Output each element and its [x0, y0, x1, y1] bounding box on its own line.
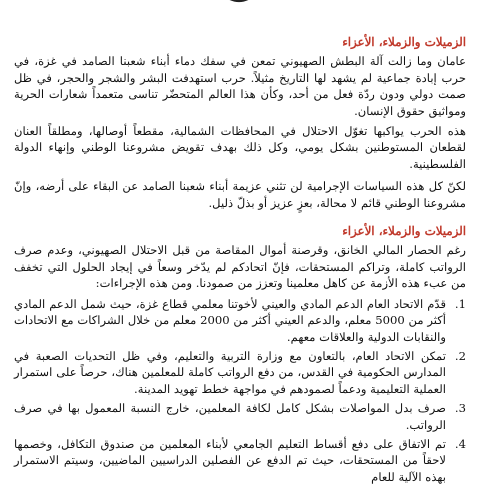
list-item-number: 1. — [454, 296, 466, 311]
section-spacer — [14, 215, 466, 223]
paragraph-1: عامان وما زالت آلة البطش الصهيوني تمعن في سفك دماء أبناء شعبنا الصامد في غزة، في حرب إبادة جماعية لم يشهد لها التاريخ مثيلاً. حرب استهدفت البشر والشجر والحجر، في ظل صمت دولي ودون ردّة فعل من أحد، وكأن هذا العالم المتحضّر تناسى متعمداً شعارات الحرية ومواثيق حقوق الإنسان. — [14, 54, 466, 118]
section-heading-2: الزميلات والزملاء، الأعزاء — [342, 224, 466, 239]
list-item-text: تم الاتفاق على دفع أقساط التعليم الجامعي لأبناء المعلمين من صندوق التكافل، وخصمها لاحقاً من المستحقات، حيث تم الدفع عن الفصلين الدراسيين الماضيين، وسيتم الاستمرار بهذه الآلية للعام — [14, 436, 446, 484]
paragraph-intro: رغم الحصار المالي الخانق، وقرصنة أموال المقاصة من قبل الاحتلال الصهيوني، وعدم صرف الرواتب كاملة، وتراكم المستحقات، فإنّ اتحادكم لم يدّخر وسعاً في إيجاد الحلول التي تخفف من عبء هذه الأزمة عن كاهل معلمينا وتعزز من صمودنا. ومن هذه الإجراءات: — [14, 243, 466, 291]
emblem-icon — [204, 0, 274, 10]
paragraph-3: لكنّ كل هذه السياسات الإجرامية لن تثني عزيمة أبناء شعبنا الصامد عن البقاء على أرضه، وإنّ مشروعنا الوطني قائم لا محالة، بعزٍ عزيز أو بذلّ ذليل. — [14, 179, 466, 210]
list-item — [14, 348, 466, 397]
list-item — [14, 436, 466, 485]
list-item-text: تمكن الاتحاد العام، بالتعاون مع وزارة التربية والتعليم، وفي ظل التحديات الصعبة في المدارس الحكومية في القدس، من دفع الرواتب كاملة للمعلمين هناك، حرصاً على استمرار العملية التعليمية ودعماً لصمودهم في مواجهة خطط تهويد المدينة. — [14, 348, 446, 396]
header-logo-area — [0, 0, 482, 18]
list-item-text: قدّم الاتحاد العام الدعم المادي والعيني لأخوتنا معلمي قطاع غزة، حيث شمل الدعم المادي أكثر من 5000 معلم، والدعم العيني أكثر من 2000 معلم من خلال الشراكات مع الاتحادات والنقابات الدولية والعلاقات معهم. — [14, 296, 446, 344]
list-item-number: 4. — [454, 436, 466, 451]
list-item — [14, 400, 466, 433]
paragraph-2: هذه الحرب يواكبها تغوّل الاحتلال في المحافظات الشمالية، مقطعاً أوصالها، ومطلقاً العنان لقطعان المستوطنين بشكل يومي، وكل ذلك بهدف تقويض مشروعنا الوطني وإنهاء الدولة الفلسطينية. — [14, 124, 466, 171]
section-heading-1: الزميلات والزملاء، الأعزاء — [342, 35, 466, 49]
list-item-number: 2. — [454, 348, 466, 363]
letter-body — [14, 34, 466, 488]
list-item-number: 3. — [454, 401, 466, 416]
list-item-text: صرف بدل المواصلات بشكل كامل لكافة المعلمين، خارج النسبة المعمول بها في صرف الرواتب. — [14, 401, 446, 432]
list-item — [14, 296, 466, 345]
measures-list — [14, 296, 466, 485]
